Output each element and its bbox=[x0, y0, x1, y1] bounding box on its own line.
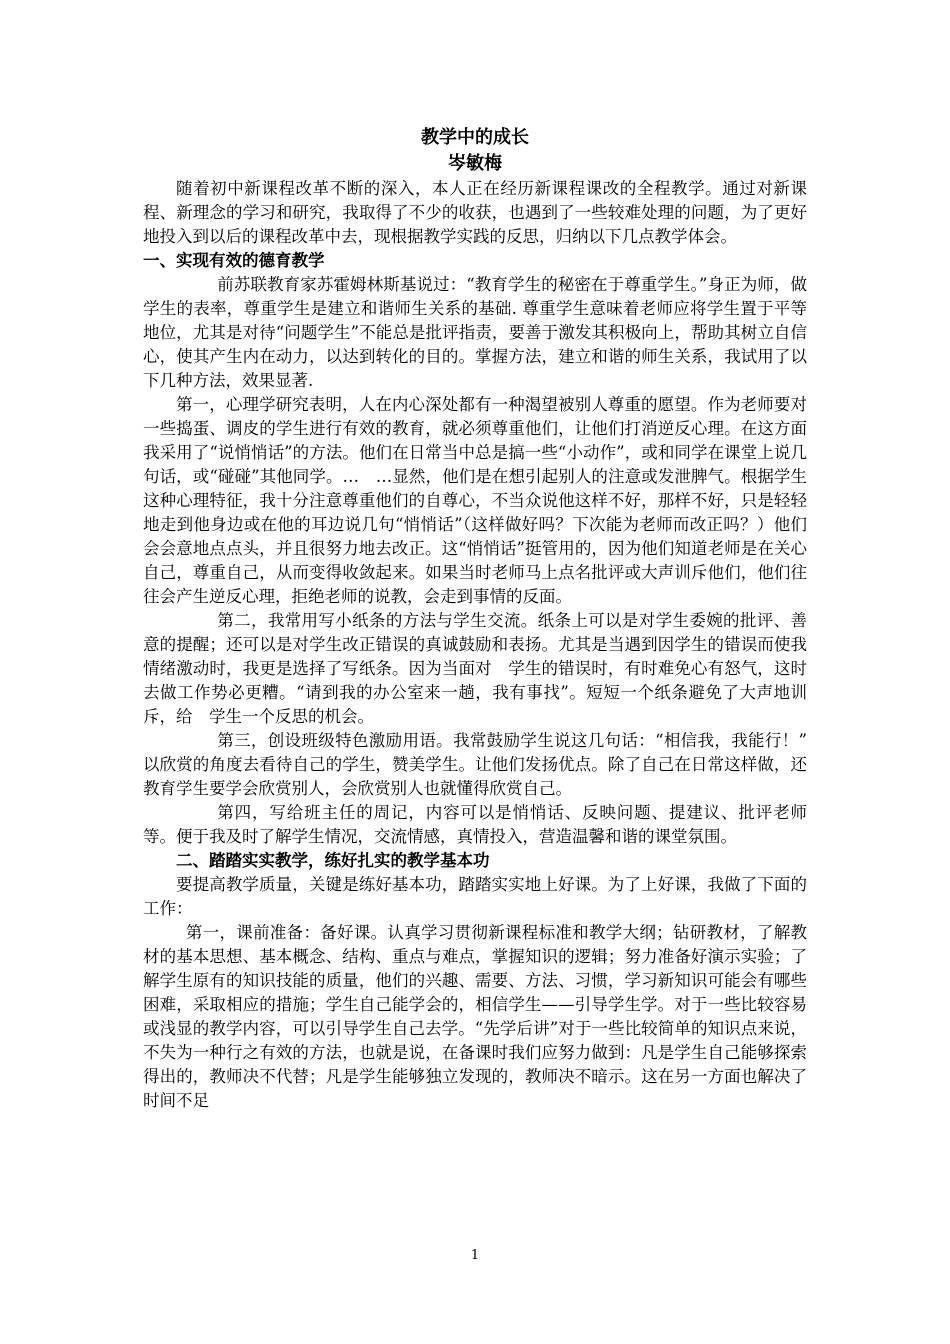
section-1-paragraph-3: 第二，我常用写小纸条的方法与学生交流。纸条上可以是对学生委婉的批评、善意的提醒；还可以是对学生改正错误的真诚鼓励和表扬。尤其是当遇到因学生的错误而使我情绪激动时，我更是选择了写纸条。因为当面对 学生的错误时，有时难免心有怒气，这时去做工作势必更糟。“请到我的办公室来一趟，我有事找”。短短一个纸条避免了大声地训斥，给 学生一个反思的机会。 bbox=[143, 611, 807, 726]
document-title: 教学中的成长 bbox=[421, 127, 529, 148]
document-author: 岑敏梅 bbox=[448, 153, 502, 174]
section-1-heading: 一、实现有效的德育教学 bbox=[143, 251, 325, 270]
section-1-paragraph-4: 第三，创设班级特色激励用语。我常鼓励学生说这几句话：“相信我，我能行！” 以欣赏的角度去看待自己的学生，赞美学生。让他们发扬优点。除了自己在日常这样做，还教育学生要学会欣赏别人，会欣赏别人也就懂得欣赏自己。 bbox=[143, 731, 824, 798]
intro-paragraph: 随着初中新课程改革不断的深入，本人正在经历新课程课改的全程教学。通过对新课程、新理念的学习和研究，我取得了不少的收获，也遇到了一些较难处理的问题，为了更好地投入到以后的课程改革中去，现根据教学实践的反思，归纳以下几点教学体会。 bbox=[143, 179, 807, 246]
section-1-paragraph-1: 前苏联教育家苏霍姆林斯基说过：“教育学生的秘密在于尊重学生。”身正为师，做学生的表率，尊重学生是建立和谐师生关系的基础. 尊重学生意味着老师应将学生置于平等地位，尤其是对待“问题学生”不能总是批评指责，要善于激发其积极向上，帮助其树立自信心，使其产生内在动力，以达到转化的目的。掌握方法，建立和谐的师生关系，我试用了以下几种方法，效果显著. bbox=[143, 275, 807, 390]
document-page bbox=[143, 124, 824, 1113]
section-1-paragraph-2: 第一，心理学研究表明，人在内心深处都有一种渴望被别人尊重的愿望。作为老师要对一些捣蛋、调皮的学生进行有效的教育，就必须尊重他们，让他们打消逆反心理。在这方面我采用了“说悄悄话”的方法。他们在日常当中总是搞一些“小动作”，或和同学在课堂上说几句话，或“碰碰”其他同学。… …显然，他们是在想引起别人的注意或发泄脾气。根据学生这种心理特征，我十分注意尊重他们的自尊心，不当众说他这样不好，那样不好，只是轻轻地走到他身边或在他的耳边说几句“悄悄话”（这样做好吗？下次能为老师而改正吗？）他们会会意地点点头，并且很努力地去改正。这“悄悄话”挺管用的，因为他们知道老师是在关心自己，尊重自己，从而变得收敛起来。如果当时老师马上点名批评或大声训斥他们，他们往往会产生逆反心理，拒绝老师的说教，会走到事情的反面。 bbox=[143, 395, 807, 606]
section-2-paragraph-1: 要提高教学质量，关键是练好基本功，踏踏实实地上好课。为了上好课，我做了下面的工作： bbox=[143, 875, 807, 918]
section-2-heading: 二、踏踏实实教学，练好扎实的教学基本功 bbox=[176, 851, 490, 870]
section-1-paragraph-5: 第四，写给班主任的周记，内容可以是悄悄话、反映问题、提建议、批评老师等。便于我及时了解学生情况，交流情感，真情投入，营造温馨和谐的课堂氛围。 bbox=[143, 803, 807, 846]
page-number: 1 bbox=[470, 1248, 480, 1263]
section-2-paragraph-2: 第一，课前准备：备好课。认真学习贯彻新课程标准和教学大纲；钻研教材，了解教材的基本思想、基本概念、结构、重点与难点，掌握知识的逻辑；努力准备好演示实验；了解学生原有的知识技能的质量，他们的兴趣、需要、方法、习惯，学习新知识可能会有哪些困难，采取相应的措施；学生自己能学会的，相信学生——引导学生学。对于一些比较容易或浅显的教学内容，可以引导学生自己去学。“先学后讲”对于一些比较简单的知识点来说，不失为一种行之有效的方法，也就是说，在备课时我们应努力做到：凡是学生自己能够探索得出的，教师决不代替；凡是学生能够独立发现的，教师决不暗示。这在另一方面也解决了时间不足 bbox=[143, 923, 807, 1110]
